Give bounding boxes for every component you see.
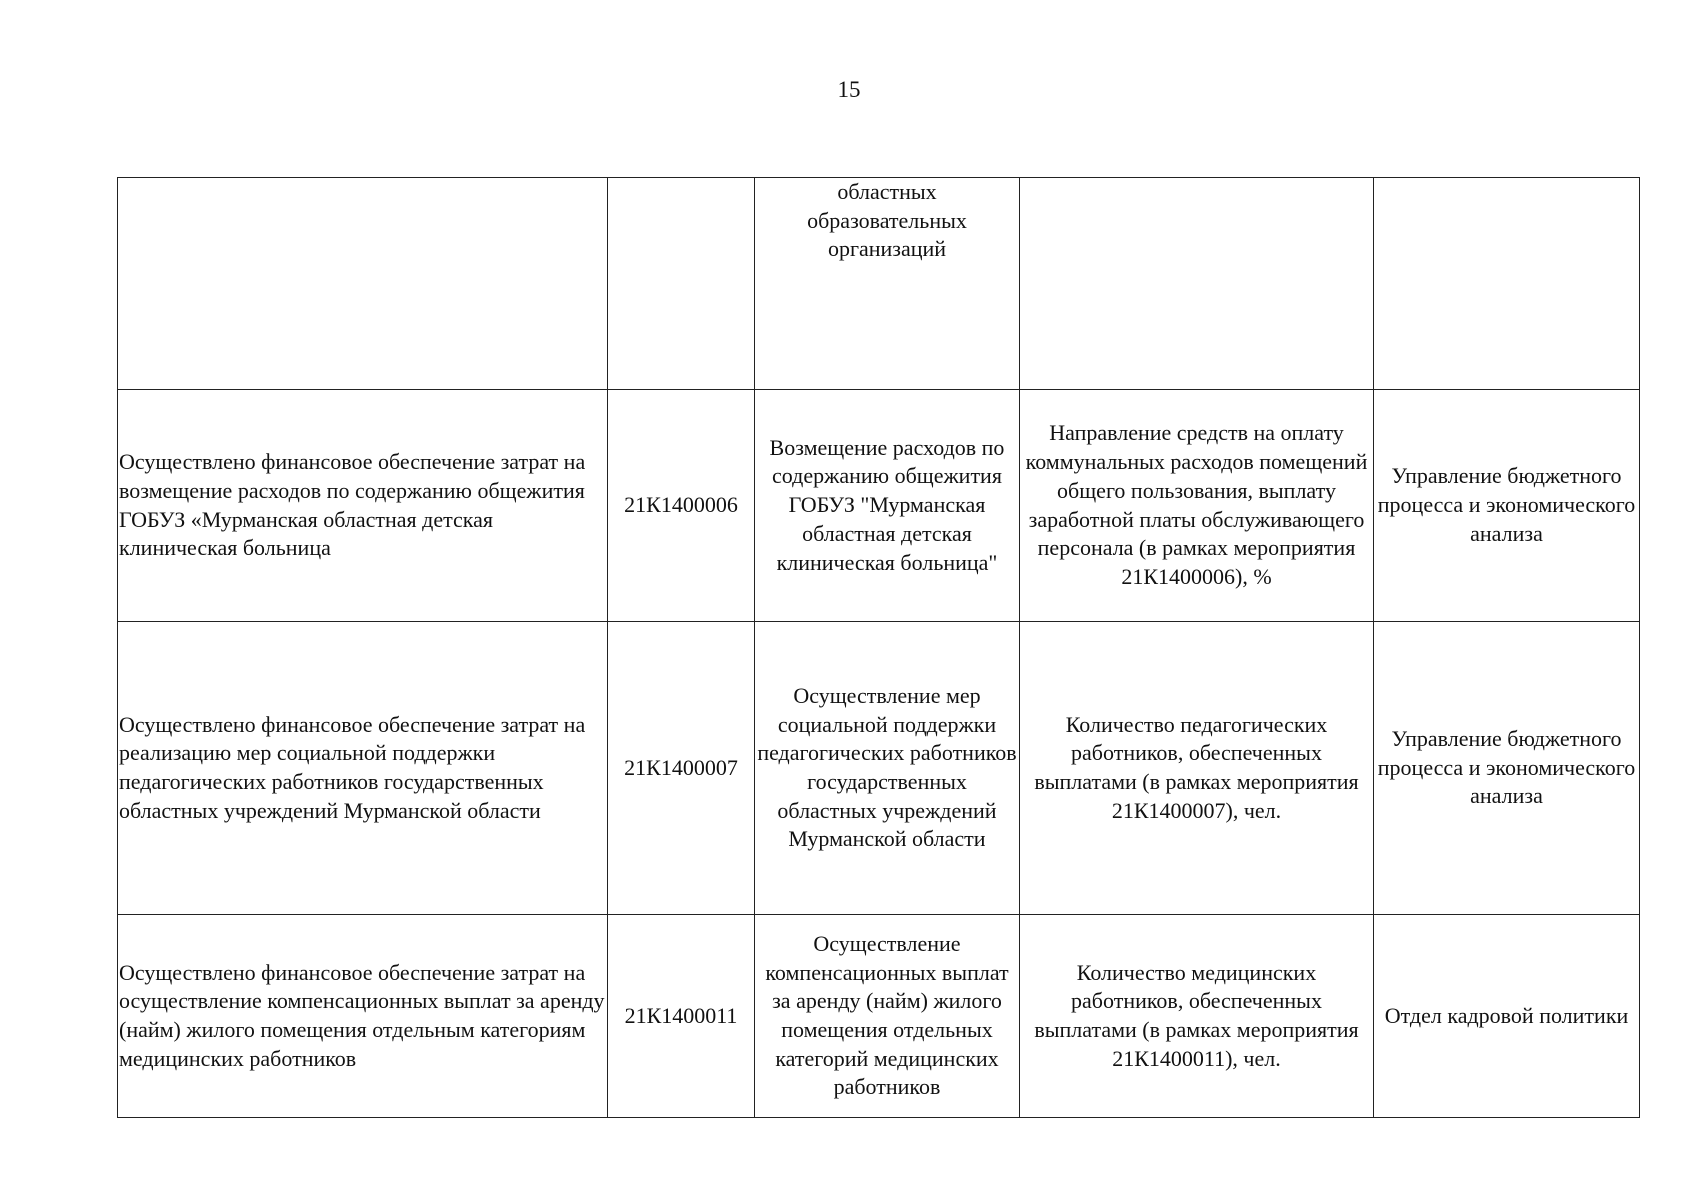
indicator-cell: Количество медицинских работников, обеспеченных выплатами (в рамках мероприятия 21К1400011), чел. xyxy=(1020,915,1374,1118)
measure-cell: Осуществление мер социальной поддержки педагогических работников государственных областных учреждений Мурманской области xyxy=(755,622,1020,915)
code-cell: 21К1400006 xyxy=(608,390,755,622)
indicator-cell: Количество педагогических работников, обеспеченных выплатами (в рамках мероприятия 21К1400007), чел. xyxy=(1020,622,1374,915)
task-cell: Осуществлено финансовое обеспечение затрат на осуществление компенсационных выплат за аренду (найм) жилого помещения отдельным категориям медицинских работников xyxy=(118,915,608,1118)
task-cell: Осуществлено финансовое обеспечение затрат на возмещение расходов по содержанию общежития ГОБУЗ «Мурманская областная детская клиническая больница xyxy=(118,390,608,622)
table-row xyxy=(118,178,1640,390)
measure-cell: областных образовательных организаций xyxy=(755,178,1020,390)
task-cell: Осуществлено финансовое обеспечение затрат на реализацию мер социальной поддержки педагогических работников государственных областных учреждений Мурманской области xyxy=(118,622,608,915)
responsible-cell xyxy=(1374,178,1640,390)
page-number: 15 xyxy=(837,77,861,102)
indicator-cell xyxy=(1020,178,1374,390)
indicator-cell: Направление средств на оплату коммунальных расходов помещений общего пользования, выплату заработной платы обслуживающего персонала (в рамках мероприятия 21К1400006), % xyxy=(1020,390,1374,622)
table-row xyxy=(118,915,1640,1118)
code-cell: 21К1400011 xyxy=(608,915,755,1118)
measures-table xyxy=(117,177,1640,1118)
responsible-cell: Управление бюджетного процесса и экономического анализа xyxy=(1374,622,1640,915)
table-row xyxy=(118,622,1640,915)
code-cell: 21К1400007 xyxy=(608,622,755,915)
code-cell xyxy=(608,178,755,390)
responsible-cell: Управление бюджетного процесса и экономического анализа xyxy=(1374,390,1640,622)
task-cell xyxy=(118,178,608,390)
measure-cell: Осуществление компенсационных выплат за аренду (найм) жилого помещения отдельных категорий медицинских работников xyxy=(755,915,1020,1118)
measure-cell: Возмещение расходов по содержанию общежития ГОБУЗ "Мурманская областная детская клиническая больница" xyxy=(755,390,1020,622)
responsible-cell: Отдел кадровой политики xyxy=(1374,915,1640,1118)
table-row xyxy=(118,390,1640,622)
